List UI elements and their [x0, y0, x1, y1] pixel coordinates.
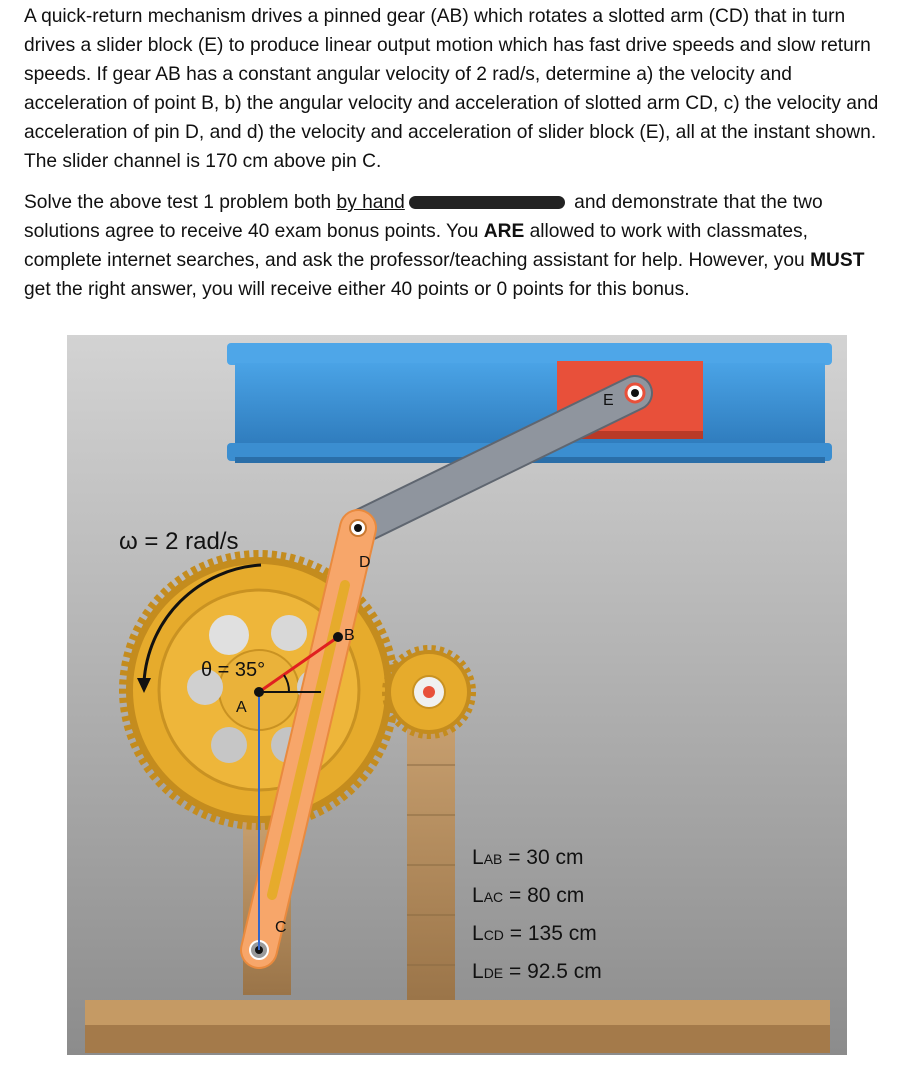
label-b: B [344, 627, 355, 644]
label-e: E [603, 392, 614, 409]
length-ac: LAC = 80 cm [472, 884, 585, 907]
are-bold: ARE [483, 221, 525, 242]
small-gear [387, 650, 471, 734]
label-a: A [236, 699, 247, 716]
by-hand-underlined: by hand [336, 192, 405, 213]
bonus-text-end: get the right answer, you will receive either 40 points or 0 points for this bonus. [24, 279, 690, 300]
bonus-text-after-redaction: and demonstrate that the two solutions agree to receive 40 exam bonus points. You [24, 192, 823, 242]
bonus-text-mid: allowed to work with classmates, complete internet searches, and ask the professor/teaching assistant for help. However, you [24, 221, 811, 271]
label-d: D [359, 554, 371, 571]
problem-statement: A quick-return mechanism drives a pinned gear (AB) which rotates a slotted arm (CD) that in turn drives a slider block (E) to produce linear output motion which has fast drive speeds and slow return speeds. If gear AB has a constant angular velocity of 2 rad/s, determine a) the velocity and acceleration of point B, b) the angular velocity and acceleration of slotted arm CD, c) the velocity and acceleration of pin D, and d) the velocity and acceleration of slider block (E), all at the instant shown. The slider channel is 170 cm above pin C. [24, 6, 879, 172]
theta-label: θ = 35° [201, 659, 266, 681]
bonus-text-start: Solve the above test 1 problem both [24, 192, 337, 213]
wood-base [85, 1000, 830, 1053]
length-ab: LAB = 30 cm [472, 846, 584, 869]
omega-label: ω = 2 rad/s [119, 528, 239, 555]
length-de: LDE = 92.5 cm [472, 960, 602, 983]
length-cd: LCD = 135 cm [472, 922, 597, 945]
redacted-text [409, 196, 565, 209]
bonus-instructions [24, 188, 884, 304]
mechanism-figure [67, 335, 847, 1055]
label-c: C [275, 919, 287, 936]
must-bold: MUST [810, 250, 865, 271]
point-b [333, 632, 343, 642]
